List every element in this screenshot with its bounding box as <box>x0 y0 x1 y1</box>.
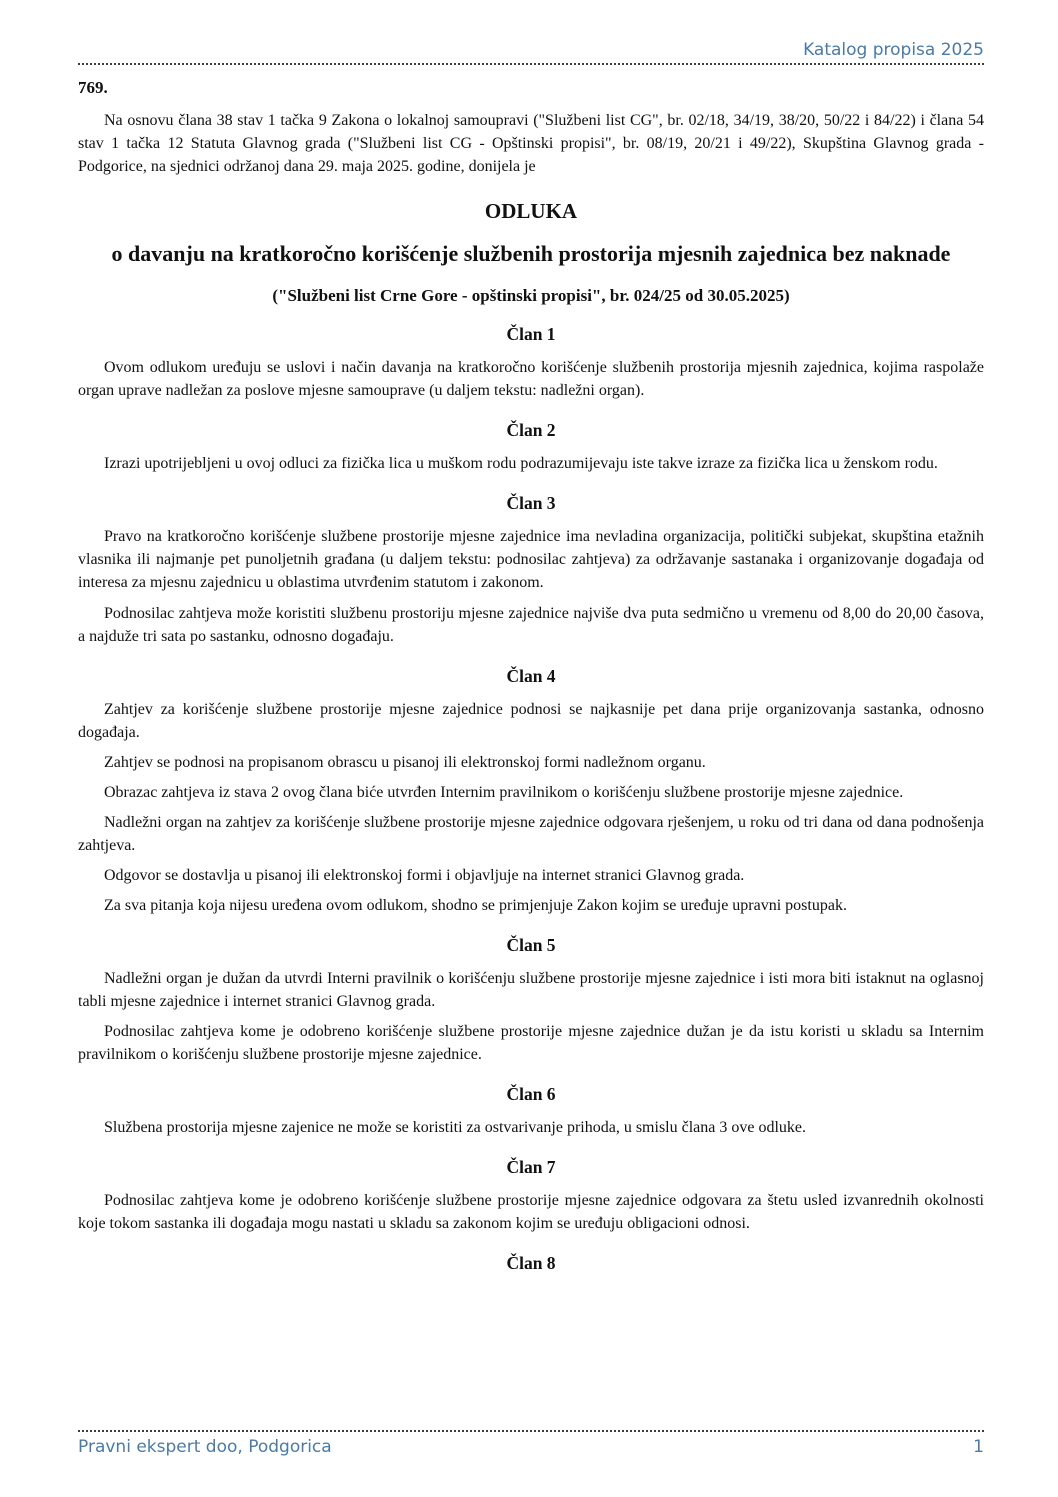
article-section <box>78 666 984 917</box>
article-paragraph: Podnosilac zahtjeva kome je odobreno korišćenje službene prostorije mjesne zajednice odgovara za štetu usled izvanrednih okolnosti koje tokom sastanka ili događaja mogu nastati u skladu sa zakonom kojim se uređuju obligacioni odnosi. <box>78 1191 984 1233</box>
article-section <box>78 493 984 647</box>
article-paragraph: Obrazac zahtjeva iz stava 2 ovog člana biće utvrđen Internim pravilnikom o korišćenju službene prostorije mjesne zajednice. <box>104 783 904 801</box>
article-section <box>78 324 984 402</box>
footer-company: Pravni ekspert doo, Podgorica <box>78 1437 332 1457</box>
article-section <box>78 1084 984 1139</box>
document-content <box>78 65 984 1430</box>
article-paragraph: Službena prostorija mjesne zajenice ne može se koristiti za ostvarivanje prihoda, u smislu člana 3 ove odluke. <box>104 1118 807 1136</box>
article-paragraph: Zahtjev za korišćenje službene prostorije mjesne zajednice podnosi se najkasnije pet dana prije organizovanja sastanka, odnosno događaja. <box>78 700 984 741</box>
article-section <box>78 420 984 475</box>
article-heading: Član 7 <box>506 1156 556 1177</box>
article-heading: Član 4 <box>506 665 556 686</box>
document-title: ODLUKA <box>484 199 578 224</box>
document-number: 769. <box>78 78 108 97</box>
article-heading: Član 3 <box>506 493 556 514</box>
header-title: Katalog propisa 2025 <box>803 40 984 60</box>
article-paragraph: Pravo na kratkoročno korišćenje službene prostorije mjesne zajednice ima nevladina organizacija, politički subjekat, skupština etažnih vlasnika ili najmanje pet punoljetnih građana (u daljem tekstu: podnosilac zahtjeva) za održavanje sastanaka i organizovanje događaja od interesa za mjesnu zajednicu u oblastima utvrđenim statutom i zakonom. <box>78 528 984 592</box>
document-subtitle: o davanju na kratkoročno korišćenje službenih prostorija mjesnih zajednica bez naknade <box>111 241 951 267</box>
article-heading: Član 5 <box>506 934 556 955</box>
article-heading: Član 2 <box>506 420 556 441</box>
article-paragraph: Podnosilac zahtjeva kome je odobreno korišćenje službene prostorije mjesne zajednice dužan je da istu koristi u skladu sa Internim pravilnikom o korišćenju službene prostorije mjesne zajednice. <box>78 1022 984 1063</box>
page-footer <box>78 1430 984 1497</box>
article-section <box>78 1157 984 1235</box>
article-heading: Član 1 <box>506 324 556 345</box>
article-section <box>78 935 984 1066</box>
article-paragraph: Za sva pitanja koja nijesu uređena ovom odlukom, shodno se primjenjuje Zakon kojim se uređuje upravni postupak. <box>104 896 847 914</box>
article-paragraph: Ovom odlukom uređuju se uslovi i način davanja na kratkoročno korišćenje službenih prostorija mjesnih zajednica, kojima raspolaže organ uprave nadležan za poslove mjesne samouprave (u daljem tekstu: nadležni organ). <box>78 359 984 400</box>
article-paragraph: Izrazi upotrijebljeni u ovoj odluci za fizička lica u muškom rodu podrazumijevaju iste takve izraze za fizička lica u ženskom rodu. <box>104 455 938 473</box>
preamble-paragraph: Na osnovu člana 38 stav 1 tačka 9 Zakona o lokalnoj samoupravi ("Službeni list CG", br. 02/18, 34/19, 38/20, 50/22 i 84/22) i člana 54 stav 1 tačka 12 Statuta Glavnog grada ("Službeni list CG - Opštinski propisi", br. 08/19, 20/21 i 49/22), Skupština Glavnog grada - Podgorice, na sjednici održanoj dana 29. maja 2025. godine, donijela je <box>78 112 984 176</box>
article-paragraph: Nadležni organ na zahtjev za korišćenje službene prostorije mjesne zajednice odgovara rješenjem, u roku od tri dana od dana podnošenja zahtjeva. <box>78 813 984 854</box>
page-header <box>78 0 984 65</box>
article-paragraph: Odgovor se dostavlja u pisanoj ili elektronskoj formi i objavljuje na internet stranici Glavnog grada. <box>104 866 745 884</box>
article-paragraph: Podnosilac zahtjeva može koristiti službenu prostoriju mjesne zajednice najviše dva puta sedmično u vremenu od 8,00 do 20,00 časova, a najduže tri sata po sastanku, odnosno događaju. <box>78 604 984 645</box>
article-heading: Član 6 <box>506 1083 556 1104</box>
articles <box>78 324 984 1274</box>
footer-page-number: 1 <box>973 1437 984 1457</box>
article-heading: Član 8 <box>506 1253 556 1274</box>
article-section <box>78 1253 984 1274</box>
article-paragraph: Nadležni organ je dužan da utvrdi Interni pravilnik o korišćenju službene prostorije mjesne zajednice i isti mora biti istaknut na oglasnoj tabli mjesne zajednice i internet stranici Glavnog grada. <box>78 969 984 1010</box>
gazette-reference: ("Službeni list Crne Gore - opštinski propisi", br. 024/25 od 30.05.2025) <box>272 286 790 306</box>
article-paragraph: Zahtjev se podnosi na propisanom obrascu u pisanoj ili elektronskoj formi nadležnom organu. <box>104 753 706 771</box>
